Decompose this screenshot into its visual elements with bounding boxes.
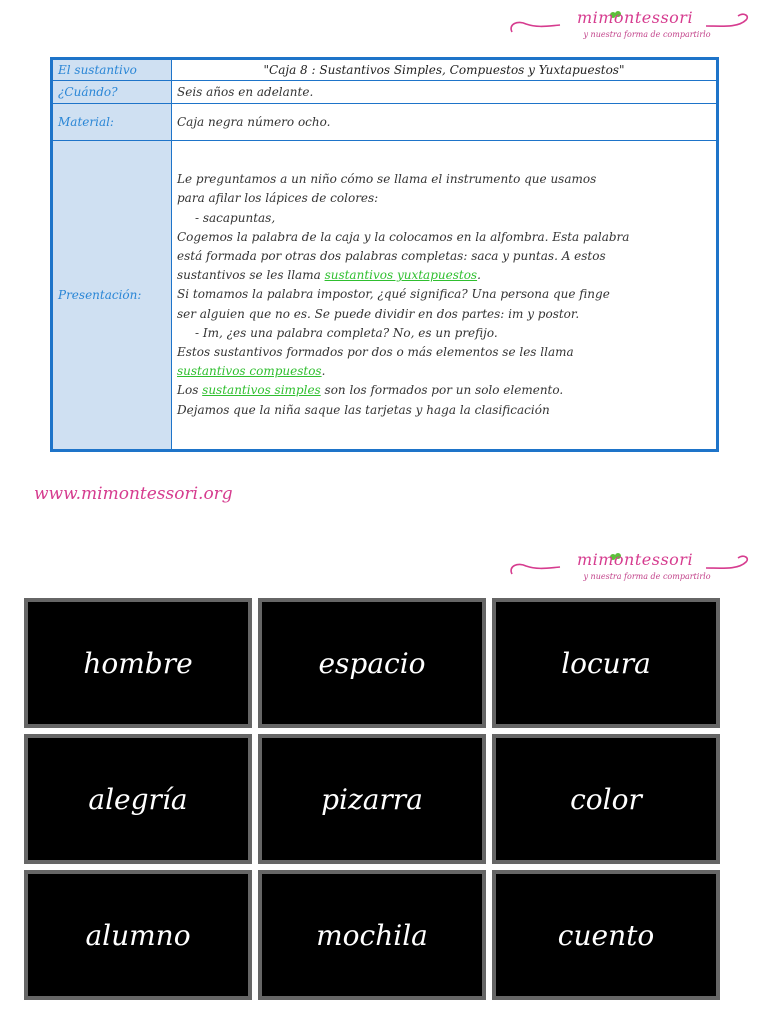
table-row xyxy=(52,59,718,81)
presentation-text xyxy=(172,141,718,451)
highlight-term: sustantivos yuxtapuestos xyxy=(324,268,478,283)
row-value: Seis años en adelante. xyxy=(172,81,718,104)
text-line: está formada por otras dos palabras completas: saca y puntas. A estos xyxy=(177,248,606,263)
text-line xyxy=(177,381,711,400)
text-segment: . xyxy=(477,268,481,283)
text-segment: son los formados por un solo elemento. xyxy=(320,383,564,398)
text-line: Si tomamos la palabra impostor, ¿qué significa? Una persona que finge xyxy=(177,287,610,302)
row-label: ¿Cuándo? xyxy=(52,81,172,104)
card-word: alegría xyxy=(88,782,188,816)
text-segment: . xyxy=(321,364,326,379)
card-word: hombre xyxy=(83,646,193,680)
text-line: Estos sustantivos formados por dos o más elementos se les llama xyxy=(177,345,574,359)
lesson-title: "Caja 8 : Sustantivos Simples, Compuestos y Yuxtapuestos" xyxy=(172,59,718,81)
card-word: alumno xyxy=(85,918,191,952)
word-card xyxy=(258,870,486,1000)
text-segment: Los xyxy=(177,383,203,398)
text-line: para afilar los lápices de colores: xyxy=(177,191,379,206)
text-line: Cogemos la palabra de la caja y la colocamos en la alfombra. Esta palabra xyxy=(177,229,630,244)
card-word: locura xyxy=(561,646,651,680)
word-card xyxy=(492,734,720,864)
website-link[interactable]: www.mimontessori.org xyxy=(34,484,233,504)
text-line xyxy=(177,266,711,285)
word-card xyxy=(258,598,486,728)
word-card xyxy=(492,598,720,728)
text-line: - Im, ¿es una palabra completa? No, es un prefijo. xyxy=(195,325,498,340)
row-value: Caja negra número ocho. xyxy=(172,104,718,141)
mimontessori-logo xyxy=(506,550,756,590)
table-row xyxy=(52,81,718,104)
word-card xyxy=(492,870,720,1000)
logo-wordmark: mimontessori xyxy=(576,550,694,569)
card-word: pizarra xyxy=(321,782,423,816)
text-line: ser alguien que no es. Se puede dividir en dos partes: im y postor. xyxy=(177,306,580,321)
highlight-term: sustantivos simples xyxy=(202,383,321,398)
mimontessori-logo xyxy=(506,8,756,48)
text-line: Le preguntamos a un niño cómo se llama el instrumento que usamos xyxy=(177,172,597,187)
text-line: Dejamos que la niña saque las tarjetas y haga la clasificación xyxy=(177,402,550,417)
word-card xyxy=(24,870,252,1000)
table-row xyxy=(52,141,718,451)
word-card xyxy=(24,734,252,864)
text-segment: sustantivos se les llama xyxy=(177,268,325,283)
card-word: mochila xyxy=(316,918,428,952)
word-card xyxy=(258,734,486,864)
word-card xyxy=(24,598,252,728)
highlight-term: sustantivos compuestos xyxy=(177,364,322,379)
card-word: espacio xyxy=(318,646,426,680)
card-word: cuento xyxy=(557,918,655,952)
word-cards-grid xyxy=(24,598,720,1008)
table-row xyxy=(52,104,718,141)
text-line xyxy=(177,362,711,381)
row-label: Material: xyxy=(52,104,172,141)
row-label: El sustantivo xyxy=(52,59,172,81)
card-word: color xyxy=(570,782,642,816)
logo-wordmark: mimontessori xyxy=(576,8,694,27)
row-label: Presentación: xyxy=(52,141,172,451)
text-line: - sacapuntas, xyxy=(195,210,276,225)
logo-tagline: y nuestra forma de compartirlo xyxy=(583,572,711,581)
lesson-info-table xyxy=(50,57,719,452)
logo-tagline: y nuestra forma de compartirlo xyxy=(583,30,711,39)
